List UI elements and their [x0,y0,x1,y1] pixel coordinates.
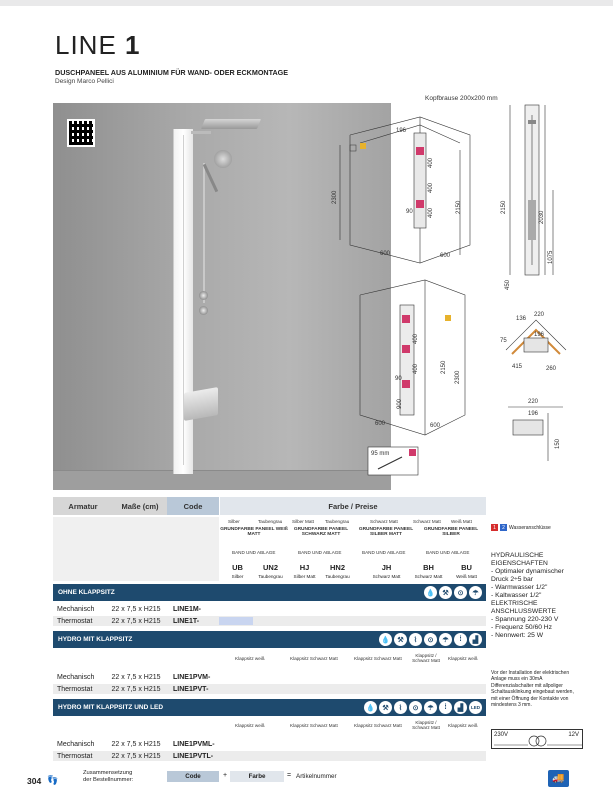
wrench-icon: ⚒ [394,633,407,646]
dim-label: 2300 [332,190,338,204]
color-top-label: Silber Matt [292,519,314,524]
dim-label: 1075 [548,250,554,264]
hand-shower-icon: ⊙ [454,586,467,599]
color-top-label: Schwarz Matt [413,519,441,524]
transformer-icon [492,730,584,750]
seat-label: Klappsitz Schwarz Matt [290,656,338,661]
dim-label: 400 [413,333,419,344]
dim-label: 400 [428,157,434,168]
color-top-label: Taubengrau [258,519,283,524]
color-bottom-label: Weiß Matt [456,574,477,579]
dim-label: 220 [534,312,545,318]
header-code: Code [167,497,219,515]
dim-label: 400 [428,207,434,218]
hydro-title: HYDRAULISCHE EIGENSCHAFTEN [491,552,548,567]
hydraulic-specs [491,552,576,640]
drawing-valve-detail [368,447,418,475]
order-note: Zusammensetzung der Bestellnummer: [83,770,134,783]
footer-code-box: Code [167,771,219,782]
jets-icon: ⁞ [454,633,467,646]
hand-shower-icon: ⊙ [409,701,422,714]
color-variant: GRUNDFARBE PANEEL SCHWARZ MATT [293,527,349,537]
header-armatur: Armatur [53,497,113,515]
wrench-icon: ⚒ [439,586,452,599]
hand-shower-handle [203,164,218,192]
designer-credit: Design Marco Pellici [55,78,114,85]
spec-line: - Nennwert: 25 W [491,632,544,639]
color-bottom-label: Taubengrau [325,574,350,579]
elec-title: ELEKTRISCHE ANSCHLUSSWERTE [491,600,556,615]
color-top-label: Taubengrau [325,519,350,524]
transformer-diagram [491,729,583,749]
dim-label: 600 [375,421,386,427]
seat-label: Klappsitz weiß [448,656,478,661]
jets-icon: ⁞ [439,701,452,714]
footer-farbe-box: Farbe [230,771,284,782]
color-bottom-label: Silber Matt [293,574,316,579]
seat-icon: ▟ [469,633,482,646]
hand-shower-rail [203,163,205,303]
color-variant: GRUNDFARBE PANEEL SILBER MATT [358,527,414,537]
section-title: OHNE KLAPPSITZ [58,589,115,596]
water-connection-legend [491,524,551,531]
spec-line: - Warmwasser 1/2" [491,584,548,591]
dim-label: 400 [428,182,434,193]
band-label: BAND UND ABLAGE [232,550,276,555]
folding-seat [184,387,218,421]
rain-shower-icon: ☂ [424,701,437,714]
dim-label: 196 [534,332,545,338]
page-title: LINE 1 [55,30,141,60]
footprints-icon: 👣 [47,775,59,785]
table-row: Mechanisch 22 x 7,5 x H215 LINE1PVML- [57,740,215,748]
color-code: HJ [299,563,310,572]
dim-label: 196 [396,128,407,134]
dim-label: 400 [413,363,419,374]
color-code: UB [232,563,243,572]
dim-label: 90 [395,376,402,382]
electrical-note: Vor der Installation der elektrischen Anlage muss ein 30mA Differenzialschalter mit allpoliger Schaltausklinkung eingebaut werden, mit einer Öffnung der Kontakte von mindestens 3 mm. [491,670,574,709]
dim-label: 75 [500,338,507,344]
dim-label: 2150 [501,200,507,214]
dim-label: 600 [440,253,451,259]
color-variant: GRUNDFARBE PANEEL SILBER [423,527,479,537]
drawing-front-view [495,100,565,290]
drawing-corner-installation [330,105,480,270]
input-voltage: 230V [494,732,509,738]
rain-shower-icon: ☂ [469,586,482,599]
rain-shower-head [201,119,261,129]
dim-label: 220 [528,399,539,405]
dim-label: 2300 [455,370,461,384]
seat-label: Klappsitz weiß [235,723,265,728]
plus-sign: + [223,772,228,779]
dim-label: 2150 [456,200,462,214]
table-row: Thermostat 22 x 7,5 x H215 LINE1PVT- [53,684,486,694]
dim-label: 196 [528,411,539,417]
article-number-label: Artikelnummer [296,773,337,780]
page-number: 304 [27,776,42,786]
hand-shower-icon: ⊙ [424,633,437,646]
seat-label: Klappsitz / Schwarz Matt [412,720,440,730]
tap-icon: ⌇ [409,633,422,646]
color-code: JH [381,563,392,572]
spec-line: - Frequenz 50/60 Hz [491,624,552,631]
dim-label: 260 [546,366,557,372]
wrench-icon: ⚒ [379,701,392,714]
seat-label: Klappsitz Schwarz Matt [354,723,402,728]
color-code: BH [423,563,434,572]
table-row: Thermostat 22 x 7,5 x H215 LINE1PVTL- [53,751,486,761]
dim-label: 600 [430,423,441,429]
highlight-cell [219,617,253,625]
color-code: UN2 [262,563,278,572]
dim-label: 600 [380,251,391,257]
hot-water-tag: 1 [491,524,498,531]
photo-floor [53,470,391,490]
drawing-side-view [503,395,573,465]
color-code: HN2 [329,563,345,572]
top-rule [0,0,613,6]
color-top-label: Schwarz Matt [370,519,398,524]
color-bottom-label: Schwarz Matt [414,574,443,579]
rain-shower-arm [191,131,211,134]
color-bottom-label: Taubengrau [258,574,283,579]
table-row: Thermostat 22 x 7,5 x H215 LINE1T- [53,616,486,626]
dim-label: 90 [406,209,413,215]
spec-line: - Spannung 220-230 V [491,616,559,623]
spec-line: - Optimaler dynamischer Druck 2÷5 bar [491,568,564,583]
led-icon: LED [469,701,482,714]
qr-code[interactable] [67,119,95,147]
seat-label: Klappsitz Schwarz Matt [290,723,338,728]
seat-label: Klappsitz weiß [448,723,478,728]
header-farbe: Farbe / Preise [220,497,486,515]
dim-label: 450 [505,279,511,290]
table-row: Mechanisch 22 x 7,5 x H215 LINE1PVM- [57,673,211,681]
dim-label: 150 [555,438,561,449]
drop-icon: 💧 [379,633,392,646]
seat-icon: ▟ [454,701,467,714]
drop-icon: 💧 [364,701,377,714]
color-variant: GRUNDFARBE PANEEL WEIß MATT [220,527,288,537]
drop-icon: 💧 [424,586,437,599]
band-label: BAND UND ABLAGE [298,550,342,555]
dim-label: 415 [512,364,523,370]
section-title: HYDRO MIT KLAPPSITZ [58,636,133,643]
header-masse: Maße (cm) [113,497,167,515]
valve-distance: 95 mm [371,451,390,457]
seat-label: Klappsitz Schwarz Matt [354,656,402,661]
seat-label: Klappsitz / Schwarz Matt [412,653,440,663]
dim-label: 136 [516,316,527,322]
drawing-recess-installation [345,275,475,440]
drawing-corner-top-view [498,310,570,390]
hand-shower-head [214,150,232,168]
equals-sign: = [287,772,292,779]
cold-water-tag: 2 [500,524,507,531]
dim-label: 900 [397,398,403,409]
rain-head-label: Kopfbrause 200x200 mm [425,95,498,102]
color-code: BU [461,563,472,572]
dim-label: 2150 [441,360,447,374]
color-bottom-label: Silber [231,574,244,579]
color-top-label: Weiß Matt [451,519,472,524]
color-top-label: Silber [228,519,240,524]
section-title: HYDRO MIT KLAPPSITZ UND LED [58,704,164,711]
rain-shower-icon: ☂ [439,633,452,646]
valve-knob [199,306,208,315]
table-spacer [53,517,219,581]
section-band-ohne-klappsitz [53,584,486,601]
page-subtitle: DUSCHPANEEL AUS ALUMINIUM FÜR WAND- ODER ECKMONTAGE [55,68,289,77]
tap-icon: ⌇ [394,701,407,714]
table-row: Mechanisch 22 x 7,5 x H215 LINE1M- [57,605,201,613]
band-label: BAND UND ABLAGE [426,550,470,555]
dim-label: 2030 [539,210,545,224]
color-bottom-label: Schwarz Matt [372,574,401,579]
valve-knob [199,291,208,300]
section-band-hydro-klappsitz [53,631,486,648]
shower-panel [173,129,193,474]
legend-text: Wasseranschlüsse [509,524,551,531]
delivery-truck-icon[interactable]: 🚚 [548,770,569,787]
spec-line: - Kaltwasser 1/2" [491,592,542,599]
output-voltage: 12V [568,732,579,738]
band-label: BAND UND ABLAGE [362,550,406,555]
seat-label: Klappsitz weiß [235,656,265,661]
section-band-hydro-led [53,699,486,716]
